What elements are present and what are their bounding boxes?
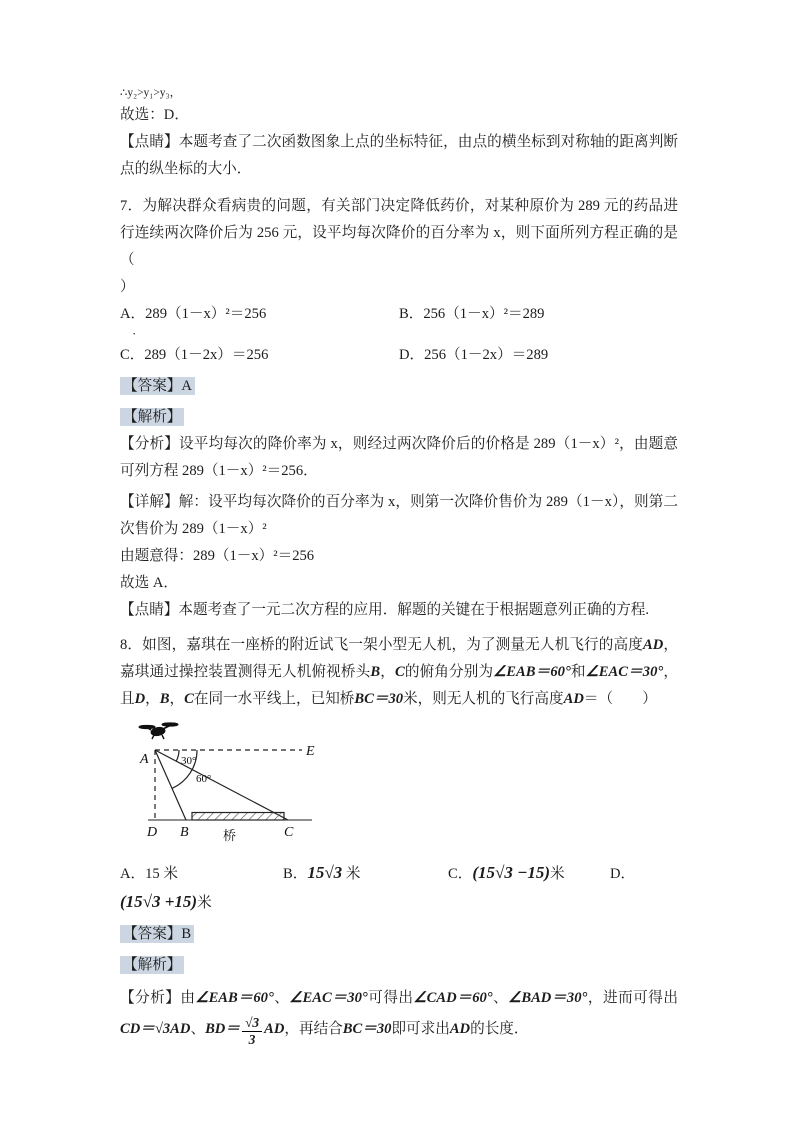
q7-jiexi-line [120, 404, 678, 431]
fraction-numerator: √3 [244, 1015, 260, 1031]
q7-options-row-1 [120, 301, 678, 328]
q8-analysis-part1: 【分析】由∠EAB＝60°、∠EAC＝30°可得出∠CAD＝60°、∠BAD＝30°，进而可得出CD＝√3AD、BD＝ [120, 990, 678, 1037]
q8-figure [120, 719, 678, 847]
q8-jiexi-line [120, 952, 678, 979]
q8-option-c: C．(15√3 −15)米 [448, 863, 565, 882]
q7-option-a: A．289（1－x）²＝256 [120, 306, 267, 322]
q8-jiexi-text: 【解析】 [120, 956, 184, 974]
figure-label-e: E [306, 744, 315, 759]
drone-icon [139, 723, 178, 739]
q7-choice: 故选 A． [120, 575, 178, 591]
fraction-sqrt3-over-3 [242, 1015, 262, 1047]
q7-answer-line [120, 373, 678, 400]
q7-fenxi: 【分析】设平均每次的降价率为 x，则经过两次降价后的价格是 289（1－x）²，由题意可列方程 289（1－x）²＝256． [120, 436, 678, 479]
q7-option-c: C．289（1－2x）＝256 [120, 347, 269, 363]
figure-angle-60: 60° [196, 773, 212, 785]
fraction-denominator: 3 [242, 1031, 262, 1048]
figure-label-b: B [180, 825, 189, 840]
q8-answer-text: 【答案】B [120, 925, 194, 943]
q8-options-row [120, 859, 678, 888]
prev-choice: 故选：D． [120, 107, 189, 123]
stray-dot: · [132, 326, 137, 341]
bridge-bar [192, 813, 284, 821]
figure-label-d: D [147, 825, 158, 840]
line-AC [155, 750, 288, 820]
figure-angle-30: 30° [181, 755, 197, 767]
q7-stem: 7．为解决群众看病贵的问题，有关部门决定降低药价，对某种原价为 289 元的药品进行连续两次降价后为 256 元，设平均每次降价的百分率为 x，则下面所列方程正确的是（ [120, 198, 678, 268]
q8-option-d-value: (15√3 +15)米 [120, 892, 212, 911]
q8-answer-line [120, 921, 678, 948]
prev-dianjing: 【点睛】本题考查了二次函数图象上点的坐标特征，由点的横坐标到对称轴的距离判断点的纵坐标的大小． [120, 134, 678, 177]
angle-arc-30 [176, 750, 179, 761]
q7-xiangjie: 【详解】解：设平均每次降价的百分率为 x，则第一次降价售价为 289（1－x），则第二次售价为 289（1－x）² [120, 494, 678, 537]
q8-option-b: B．15√3 米 [283, 863, 361, 882]
q7-dianjing: 【点睛】本题考查了一元二次方程的应用．解题的关键在于根据题意列正确的方程. [120, 602, 650, 618]
q7-option-d: D．256（1－2x）＝289 [399, 347, 549, 363]
figure-label-c: C [284, 825, 294, 840]
figure-label-bridge: 桥 [223, 828, 237, 843]
q8-analysis [120, 983, 678, 1048]
q8-figure-svg [120, 719, 370, 847]
q7-option-b: B．256（1－x）²＝289 [399, 306, 545, 322]
q7-options-row-2 [120, 342, 678, 369]
content-column [120, 84, 678, 1048]
q8-stem: 8．如图，嘉琪在一座桥的附近试飞一架小型无人机，为了测量无人机飞行的高度AD，嘉琪通过操控装置测得无人机俯视桥头B，C的俯角分别为∠EAB＝60°和∠EAC＝30°，且D，B，C在同一水平线上，已知桥BC＝30米，则无人机的飞行高度AD＝（ ） [120, 637, 678, 707]
prev-conclusion: ∴y₂>y₁>y₃， [120, 87, 182, 99]
q8-option-a: A．15 米 [120, 866, 178, 882]
q7-stem-close: ） [120, 279, 135, 295]
figure-label-a: A [140, 752, 149, 767]
q8-option-d-label: D． [610, 866, 636, 882]
q7-answer-text: 【答案】A [120, 377, 195, 395]
q8-analysis-part2: AD，再结合BC＝30即可求出AD的长度． [264, 1021, 529, 1037]
q7-equation: 由题意得：289（1－x）²＝256 [120, 548, 315, 564]
q7-jiexi-text: 【解析】 [120, 408, 184, 426]
